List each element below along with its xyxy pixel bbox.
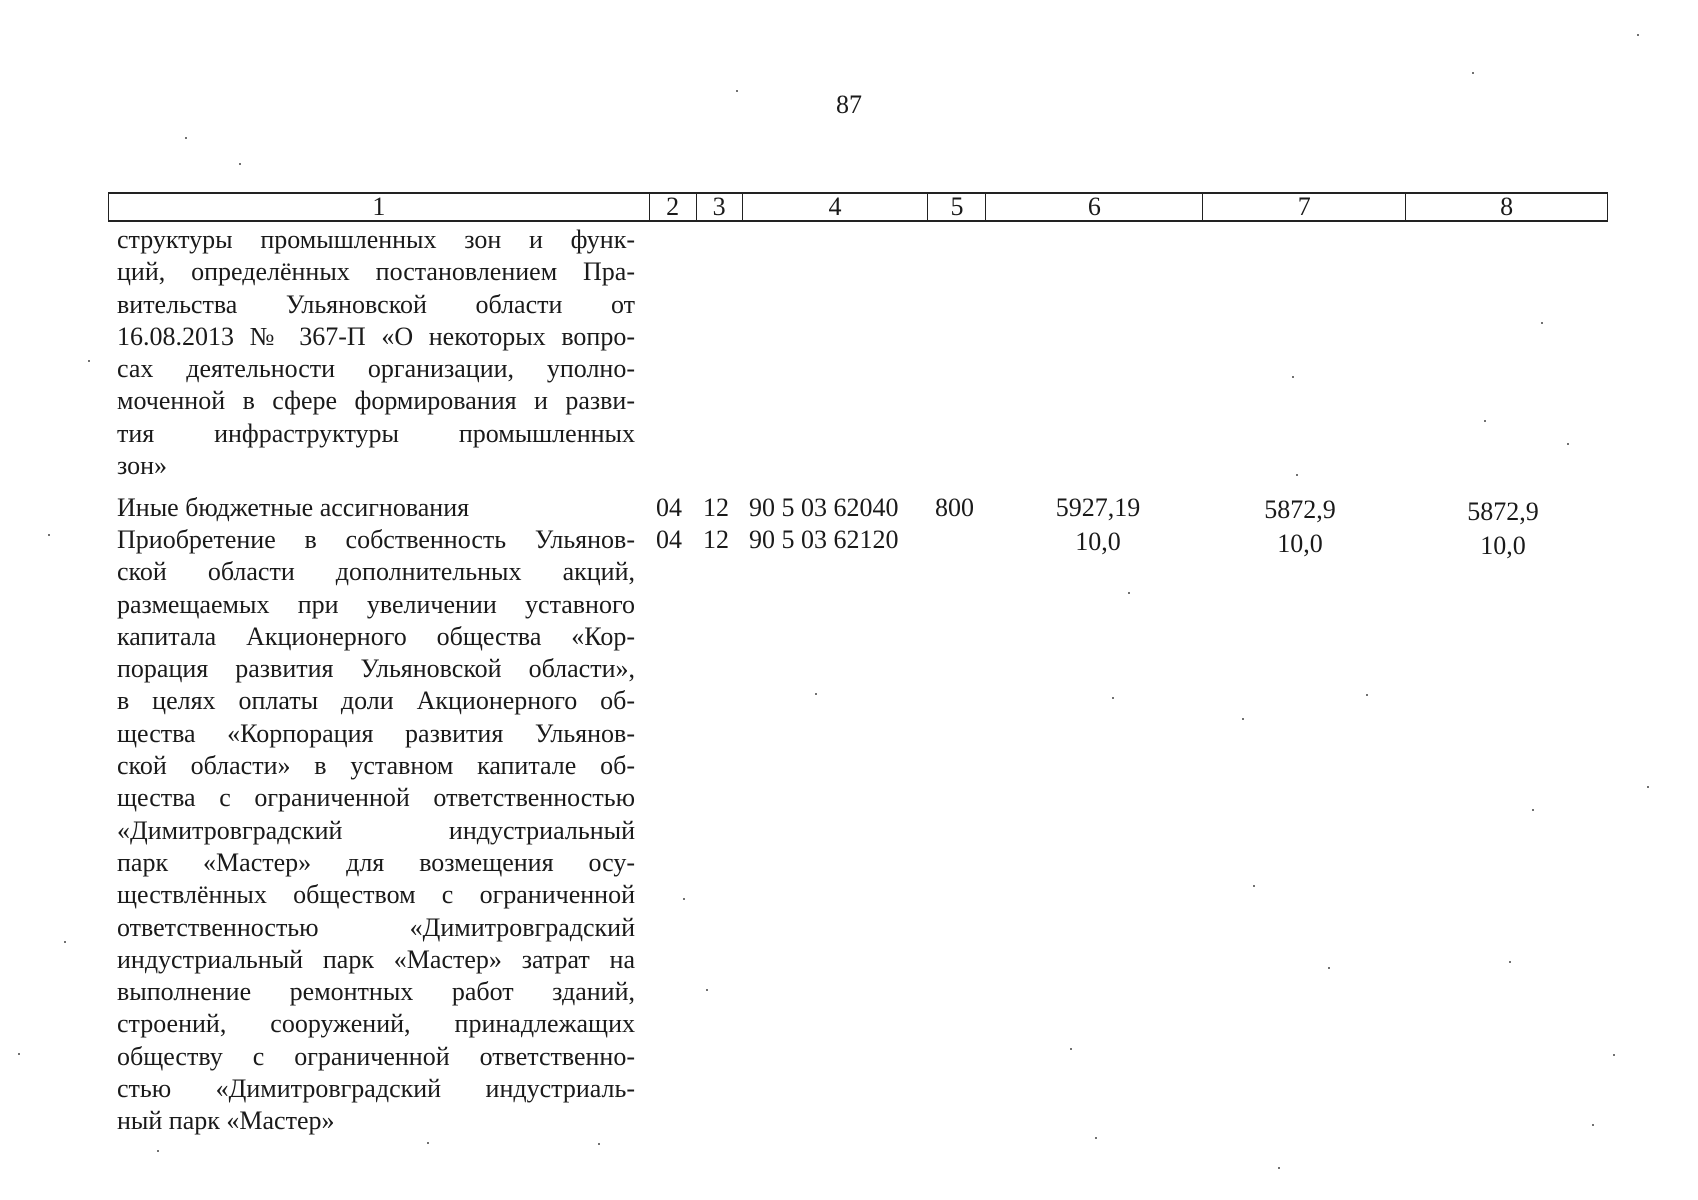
text-line: размещаемых при увеличении уставного xyxy=(117,589,635,619)
text-line: Иные бюджетные ассигнования xyxy=(117,493,470,522)
scan-speck xyxy=(1253,885,1255,887)
row-name-other-budget xyxy=(117,492,635,524)
text-line: ществлённых обществом с ограниченной xyxy=(117,880,635,910)
page-number: 87 xyxy=(836,90,862,119)
text-line: обществу с ограниченной ответственно- xyxy=(117,1041,635,1071)
row2-target-article: 90 5 03 62120 xyxy=(749,525,899,554)
row1-value-col7: 5872,9 xyxy=(1264,495,1336,524)
scan-speck xyxy=(64,941,66,943)
text-line: в целях оплаты доли Акционерного об- xyxy=(117,686,635,716)
scan-speck xyxy=(736,90,738,92)
scan-speck xyxy=(18,1053,20,1055)
scan-speck xyxy=(88,360,90,362)
scan-speck xyxy=(185,137,187,139)
column-header-8: 8 xyxy=(1406,194,1608,220)
text-line: «Димитровградский индустриальный xyxy=(117,815,635,845)
text-line: ный парк «Мастер» xyxy=(117,1106,335,1136)
column-header-4: 4 xyxy=(743,194,929,220)
text-line: ций, определённых постановлением Пра- xyxy=(117,257,635,287)
text-line: сах деятельности организации, уполно- xyxy=(117,354,635,384)
scan-speck xyxy=(1292,376,1294,378)
text-line: порация развития Ульяновской области», xyxy=(117,654,635,684)
scan-speck xyxy=(1112,697,1114,699)
scan-speck xyxy=(157,1150,159,1152)
scan-speck xyxy=(1592,1124,1594,1126)
scan-speck xyxy=(427,1142,429,1144)
row2-value-col8: 10,0 xyxy=(1480,531,1526,560)
scan-speck xyxy=(598,1143,600,1145)
continuation-text xyxy=(117,224,635,482)
text-line: вительства Ульяновской области от xyxy=(117,289,635,319)
column-header-7: 7 xyxy=(1203,194,1406,220)
column-header-1: 1 xyxy=(109,194,650,220)
scan-speck xyxy=(1095,1137,1097,1139)
scan-speck xyxy=(1242,718,1244,720)
text-line: ской области дополнительных акций, xyxy=(117,557,635,587)
scan-speck xyxy=(1328,967,1330,969)
text-line: выполнение ремонтных работ зданий, xyxy=(117,977,635,1007)
text-line: щества «Корпорация развития Ульянов- xyxy=(117,718,635,748)
column-header-row xyxy=(108,192,1608,222)
text-line: зон» xyxy=(117,451,168,481)
scan-speck xyxy=(1532,809,1534,811)
row-name-share-acquisition xyxy=(117,524,635,1138)
scan-speck xyxy=(1647,786,1649,788)
scan-speck xyxy=(1509,961,1511,963)
row2-section: 04 xyxy=(656,525,682,554)
text-line: парк «Мастер» для возмещения осу- xyxy=(117,847,635,877)
row1-expense-type: 800 xyxy=(935,493,974,522)
row1-section: 04 xyxy=(656,493,682,522)
text-line: моченной в сфере формирования и разви- xyxy=(117,386,635,416)
text-line: структуры промышленных зон и функ- xyxy=(117,225,635,254)
scan-speck xyxy=(1366,694,1368,696)
scan-speck xyxy=(1128,592,1130,594)
text-line: ответственностью «Димитровградский xyxy=(117,912,635,942)
scan-speck xyxy=(683,898,685,900)
scan-speck xyxy=(1278,1167,1280,1169)
text-line: капитала Акционерного общества «Кор- xyxy=(117,621,635,651)
row1-target-article: 90 5 03 62040 xyxy=(749,493,899,522)
scan-speck xyxy=(815,693,817,695)
text-line: 16.08.2013 № 367-П «О некоторых вопро- xyxy=(117,321,635,351)
text-line: ской области» в уставном капитале об- xyxy=(117,751,635,781)
row2-value-col6: 10,0 xyxy=(1075,527,1121,556)
scan-speck xyxy=(1567,443,1569,445)
text-line: строений, сооружений, принадлежащих xyxy=(117,1009,635,1039)
scan-speck xyxy=(1637,34,1639,36)
scan-speck xyxy=(48,534,50,536)
row2-value-col7: 10,0 xyxy=(1277,529,1323,558)
column-header-6: 6 xyxy=(986,194,1203,220)
column-header-2: 2 xyxy=(650,194,697,220)
row1-subsection: 12 xyxy=(703,493,729,522)
scan-speck xyxy=(1296,474,1298,476)
text-line: Приобретение в собственность Ульянов- xyxy=(117,525,635,554)
text-line: стью «Димитровградский индустриаль- xyxy=(117,1074,635,1104)
scan-speck xyxy=(1484,420,1486,422)
column-header-5: 5 xyxy=(928,194,986,220)
text-line: индустриальный парк «Мастер» затрат на xyxy=(117,944,635,974)
row1-value-col8: 5872,9 xyxy=(1467,497,1539,526)
row1-value-col6: 5927,19 xyxy=(1055,493,1141,522)
text-line: тия инфраструктуры промышленных xyxy=(117,418,635,448)
scan-speck xyxy=(1472,72,1474,74)
scan-speck xyxy=(239,163,241,165)
row2-subsection: 12 xyxy=(703,525,729,554)
scan-speck xyxy=(1541,322,1543,324)
scan-speck xyxy=(706,989,708,991)
scan-speck xyxy=(1070,1048,1072,1050)
column-header-3: 3 xyxy=(697,194,743,220)
scan-speck xyxy=(1613,1054,1615,1056)
text-line: щества с ограниченной ответственностью xyxy=(117,783,635,813)
